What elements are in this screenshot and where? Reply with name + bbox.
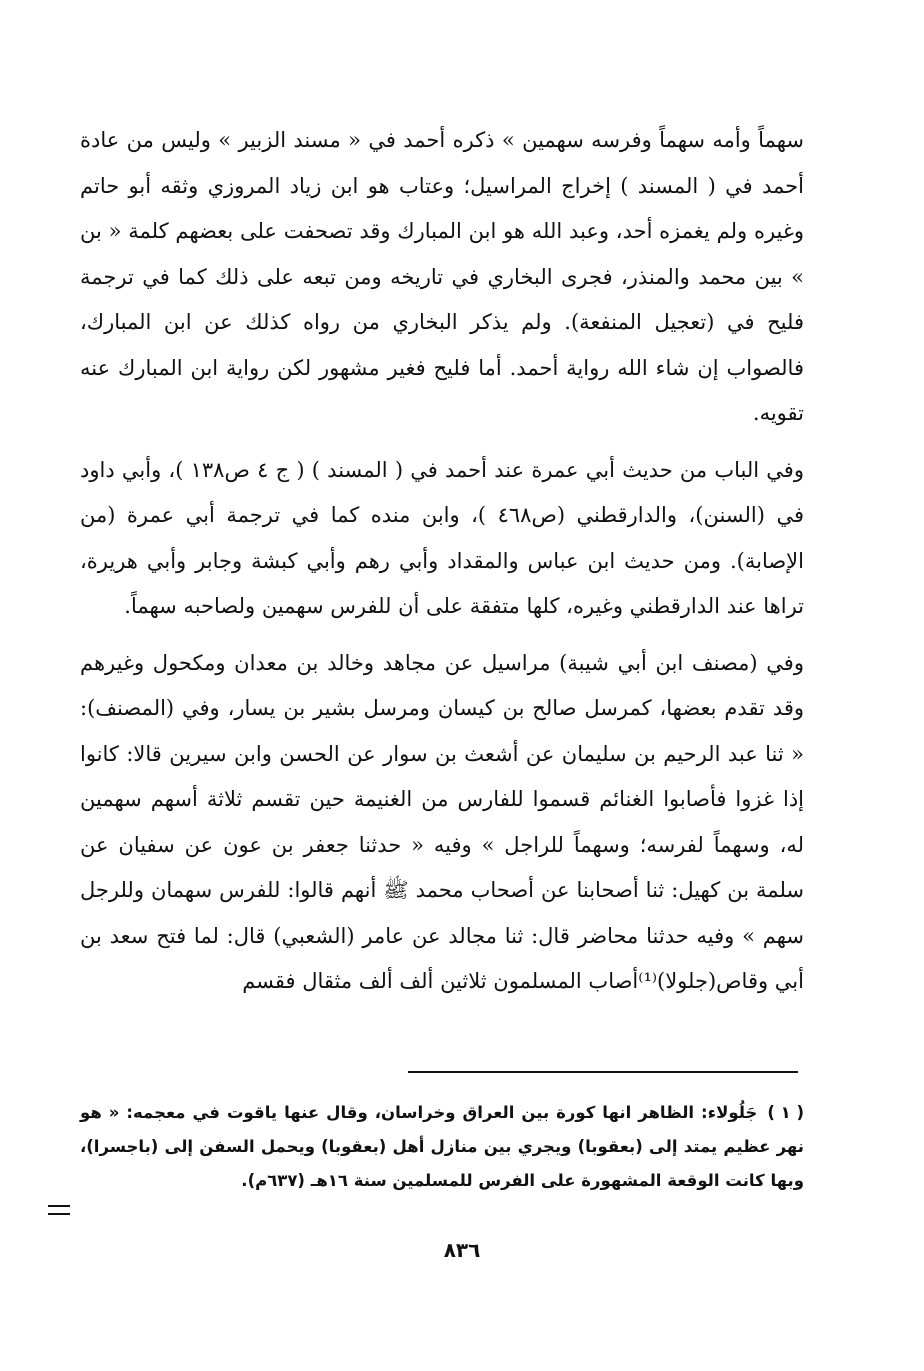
footnote [80, 1096, 804, 1198]
paragraph-2: وفي الباب من حديث أبي عمرة عند أحمد في ( المسند ) ( ج ٤ ص١٣٨ )، وأبي داود في (السنن)، والدارقطني (ص٤٦٨ )، وابن منده كما في ترجمة أبي عمرة (من الإصابة). ومن حديث ابن عباس والمقداد وأبي رهم وأبي كبشة وجابر وأبي هريرة، تراها عند الدارقطني وغيره، كلها متفقة على أن للفرس سهمين ولصاحبه سهماً. [80, 457, 804, 618]
footnote-text: جَلُولاء: الظاهر انها كورة بين العراق وخراسان، وقال عنها ياقوت في معجمه: « هو نهر عظيم يمتد إلى (بعقوبا) ويجري بين منازل أهل (بعقوبا) ويحمل السفن إلى (باجسرا)، وبها كانت الوقعة المشهورة على الفرس للمسلمين سنة ١٦هـ (٦٣٧م). [80, 1103, 804, 1190]
page-body [80, 118, 804, 1005]
footnote-divider [408, 1071, 798, 1073]
footnote-number: ( ١ ) [767, 1103, 804, 1122]
paragraph-3: وفي (مصنف ابن أبي شيبة) مراسيل عن مجاهد وخالد بن معدان ومكحول وغيرهم وقد تقدم بعضها، كمرسل صالح بن كيسان ومرسل بشير بن يسار، وفي (المصنف): « ثنا عبد الرحيم بن سليمان عن أشعث بن سوار عن الحسن وابن سيرين قالا: كانوا إذا غزوا فأصابوا الغنائم قسموا للفارس من الغنيمة حين تقسم ثلاثة أسهم سهمين له، وسهماً لفرسه؛ وسهماً للراجل » وفيه « حدثنا جعفر بن عون عن سفيان عن سلمة بن كهيل: ثنا أصحابنا عن أصحاب محمد ﷺ أنهم قالوا: للفرس سهمان وللرجل سهم » وفيه حدثنا محاضر قال: ثنا مجالد عن عامر (الشعبي) قال: لما فتح سعد بن أبي وقاص(جلولا)⁽¹⁾أصاب المسلمون ثلاثين ألف ألف مثقال فقسم [80, 650, 804, 993]
page-number: ٨٣٦ [443, 1238, 481, 1262]
continuation-mark-icon [48, 1205, 70, 1215]
paragraph-1: سهماً وأمه سهماً وفرسه سهمين » ذكره أحمد في « مسند الزبير » وليس من عادة أحمد في ( المسند ) إخراج المراسيل؛ وعتاب هو ابن زياد المروزي وثقه أبو حاتم وغيره ولم يغمزه أحد، وعبد الله هو ابن المبارك وقد تصحفت على بعضهم كلمة « بن » بين محمد والمنذر، فجرى البخاري في تاريخه ومن تبعه على ذلك كما في ترجمة فليح في (تعجيل المنفعة). ولم يذكر البخاري من رواه كذلك عن ابن المبارك، فالصواب إن شاء الله رواية أحمد. أما فليح فغير مشهور لكن رواية ابن المبارك عنه تقويه. [80, 128, 804, 425]
